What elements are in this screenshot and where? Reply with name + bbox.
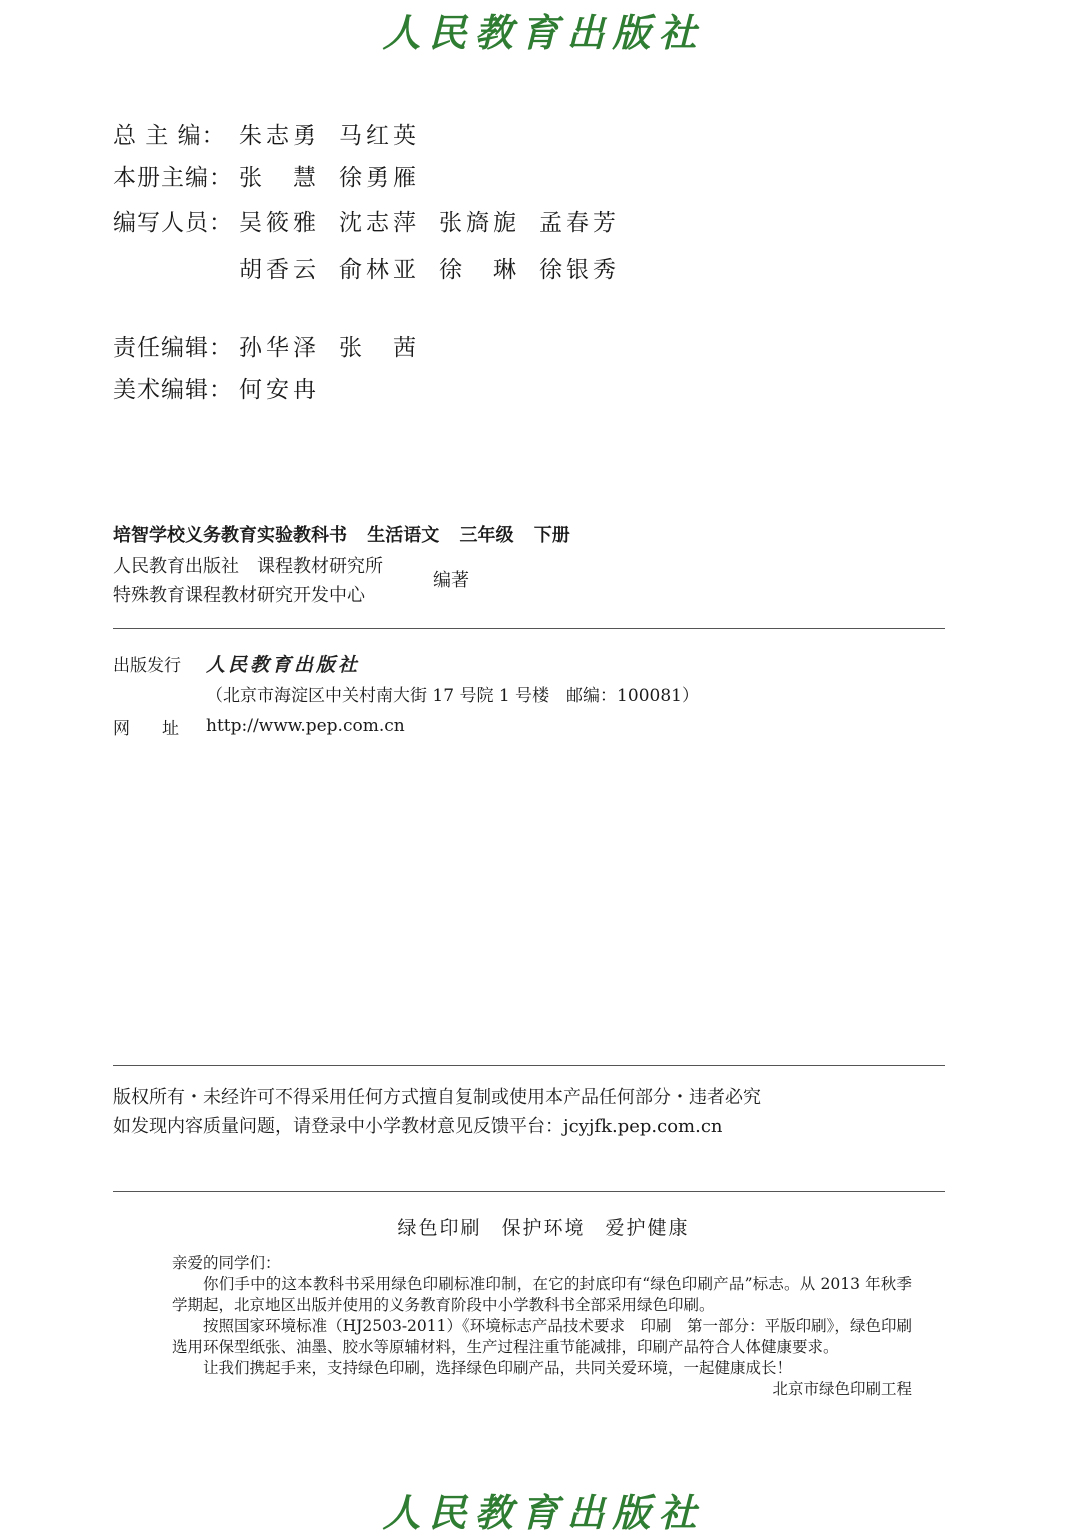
green-printing-title: 绿色印刷 保护环境 爱护健康 <box>397 1217 690 1239</box>
credit-name: 马红英 <box>339 122 420 149</box>
credit-name: 沈志萍 <box>339 210 420 236</box>
divider <box>113 628 945 629</box>
website-link[interactable]: http://www.pep.com.cn <box>206 716 405 736</box>
credit-row-chief-editor <box>113 112 659 154</box>
publisher-logo-bottom: 人民教育出版社 <box>382 1490 705 1535</box>
notice-paragraph: 你们手中的这本教科书采用绿色印刷标准印制，在它的封底印有“绿色印刷产品”标志。从 2013 年秋季学期起，北京地区出版并使用的义务教育阶段中小学教科书全部采用绿色印刷。 <box>172 1275 912 1314</box>
credit-row-writers <box>113 196 659 284</box>
credit-name: 朱志勇 <box>239 122 320 149</box>
book-title: 培智学校义务教育实验教科书 生活语文 三年级 下册 <box>113 525 570 546</box>
notice-salutation: 亲爱的同学们： <box>172 1254 281 1272</box>
credit-name: 张旖旎 <box>439 210 520 236</box>
divider <box>113 1065 945 1066</box>
institution-line: 特殊教育课程教材研究开发中心 <box>113 585 365 606</box>
credit-name: 徐银秀 <box>539 257 620 283</box>
credit-name: 何安冉 <box>239 376 320 403</box>
publisher-label: 出版发行 <box>113 655 181 676</box>
credit-names <box>239 329 659 362</box>
address-row <box>113 678 699 708</box>
notice-paragraph: 让我们携起手来，支持绿色印刷，选择绿色印刷产品，共同关爱环境，一起健康成长！ <box>203 1359 793 1377</box>
copyright-notice: 版权所有・未经许可不得采用任何方式擅自复制或使用本产品任何部分・违者必究 <box>113 1087 761 1108</box>
credit-row-responsible-editor <box>113 324 659 366</box>
credits-block <box>113 112 659 408</box>
publisher-logo-inline: 人民教育出版社 <box>206 653 361 676</box>
institution-line: 人民教育出版社 课程教材研究所 <box>113 556 383 577</box>
publisher-info <box>113 648 699 741</box>
copyright-block <box>113 1083 761 1141</box>
credit-name: 徐勇雁 <box>339 164 420 191</box>
credit-name: 吴筱雅 <box>239 210 320 236</box>
url-row <box>113 711 699 741</box>
compiling-institutions <box>113 552 469 610</box>
credit-names <box>239 371 659 404</box>
credit-names <box>239 204 659 284</box>
divider <box>113 1191 945 1192</box>
credit-name: 胡香云 <box>239 257 320 283</box>
publisher-logo-top: 人民教育出版社 <box>382 10 705 55</box>
publisher-address: （北京市海淀区中关村南大街 17 号院 1 号楼 邮编：100081） <box>206 685 699 706</box>
publisher-row <box>113 648 699 678</box>
credit-names <box>239 117 659 150</box>
credit-label: 编写人员： <box>113 210 233 236</box>
credit-label: 美术编辑： <box>113 376 233 403</box>
green-printing-notice <box>172 1253 912 1400</box>
credit-label: 总 主 编： <box>113 122 226 149</box>
credit-label: 本册主编： <box>113 164 233 191</box>
credit-name: 俞林亚 <box>339 257 420 283</box>
credit-name: 张 茜 <box>339 334 420 361</box>
notice-paragraph: 按照国家环境标准（HJ2503-2011）《环境标志产品技术要求 印刷 第一部分：平版印刷》，绿色印刷选用环保型纸张、油墨、胶水等原辅材料，生产过程注重节能减排，印刷产品符合人体健康要求。 <box>172 1317 912 1356</box>
credit-names <box>239 159 659 192</box>
credit-name: 孟春芳 <box>539 210 620 236</box>
compile-label: 编著 <box>433 570 469 591</box>
credit-row-volume-editor <box>113 154 659 196</box>
credit-row-art-editor <box>113 366 659 408</box>
credit-label: 责任编辑： <box>113 334 233 361</box>
url-label: 网址 <box>113 718 211 739</box>
notice-signature: 北京市绿色印刷工程 <box>772 1380 912 1398</box>
feedback-notice: 如发现内容质量问题，请登录中小学教材意见反馈平台：jcyjfk.pep.com.cn <box>113 1116 723 1137</box>
credit-name: 孙华泽 <box>239 334 320 361</box>
credit-name: 徐 琳 <box>439 257 520 283</box>
credit-name: 张 慧 <box>239 164 320 191</box>
